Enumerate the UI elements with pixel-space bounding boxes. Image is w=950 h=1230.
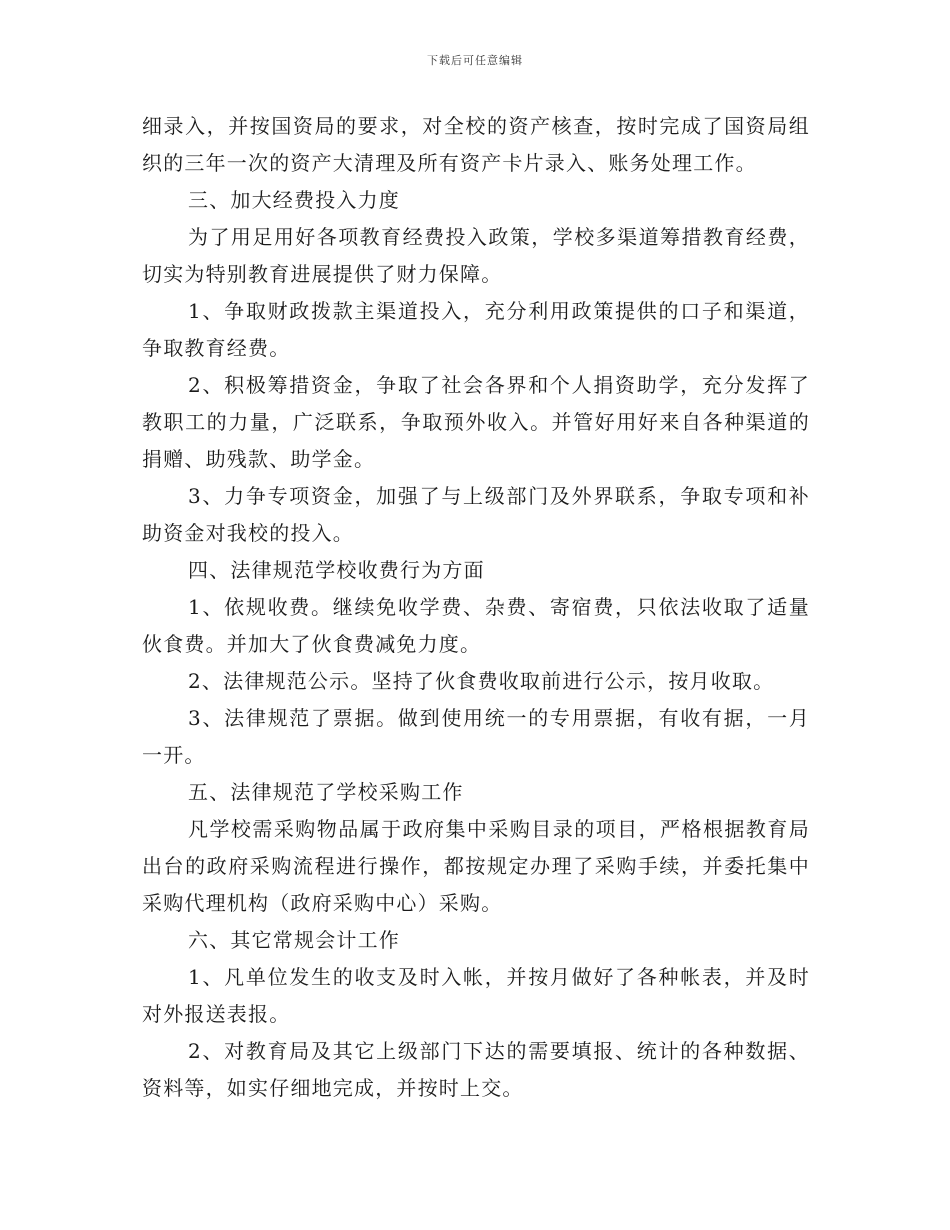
paragraph-procurement: 凡学校需采购物品属于政府集中采购目录的项目，严格根据教育局出台的政府采购流程进行操作，都按规定办理了采购手续，并委托集中采购代理机构（政府采购中心）采购。 xyxy=(142,817,810,915)
list-item-fee-publicity: 2、法律规范公示。坚持了伙食费收取前进行公示，按月收取。 xyxy=(188,669,775,693)
page-header: 下载后可任意编辑 xyxy=(427,54,523,67)
list-item-receipts: 3、法律规范了票据。做到使用统一的专用票据，有收有据，一月一开。 xyxy=(142,706,810,767)
list-item-fee-collection: 1、依规收费。继续免收学费、杂费、寄宿费，只依法收取了适量伙食费。并加大了伙食费减免力度。 xyxy=(142,595,810,656)
paragraph-asset-registration: 细录入，并按国资局的要求，对全校的资产核查，按时完成了国资局组织的三年一次的资产大清理及所有资产卡片录入、账务处理工作。 xyxy=(142,114,810,175)
list-item-bookkeeping: 1、凡单位发生的收支及时入帐，并按月做好了各种帐表，并及时对外报送表报。 xyxy=(142,965,810,1026)
paragraph-funding-policy: 为了用足用好各项教育经费投入政策，学校多渠道筹措教育经费，切实为特别教育进展提供了财力保障。 xyxy=(142,225,810,286)
list-item-special-funds: 3、力争专项资金，加强了与上级部门及外界联系，争取专项和补助资金对我校的投入。 xyxy=(142,484,810,545)
list-item-financial-allocation: 1、争取财政拨款主渠道投入，充分利用政策提供的口子和渠道，争取教育经费。 xyxy=(142,299,810,360)
document-body xyxy=(142,108,810,1107)
heading-section-six: 六、其它常规会计工作 xyxy=(188,928,400,952)
list-item-reporting: 2、对教育局及其它上级部门下达的需要填报、统计的各种数据、资料等，如实仔细地完成，并按时上交。 xyxy=(142,1039,810,1100)
list-item-fundraising: 2、积极筹措资金，争取了社会各界和个人捐资助学，充分发挥了教职工的力量，广泛联系，争取预外收入。并管好用好来自各种渠道的捐赠、助残款、助学金。 xyxy=(142,373,810,471)
heading-section-five: 五、法律规范了学校采购工作 xyxy=(188,780,464,804)
heading-section-three: 三、加大经费投入力度 xyxy=(188,188,400,212)
heading-section-four: 四、法律规范学校收费行为方面 xyxy=(188,558,485,582)
